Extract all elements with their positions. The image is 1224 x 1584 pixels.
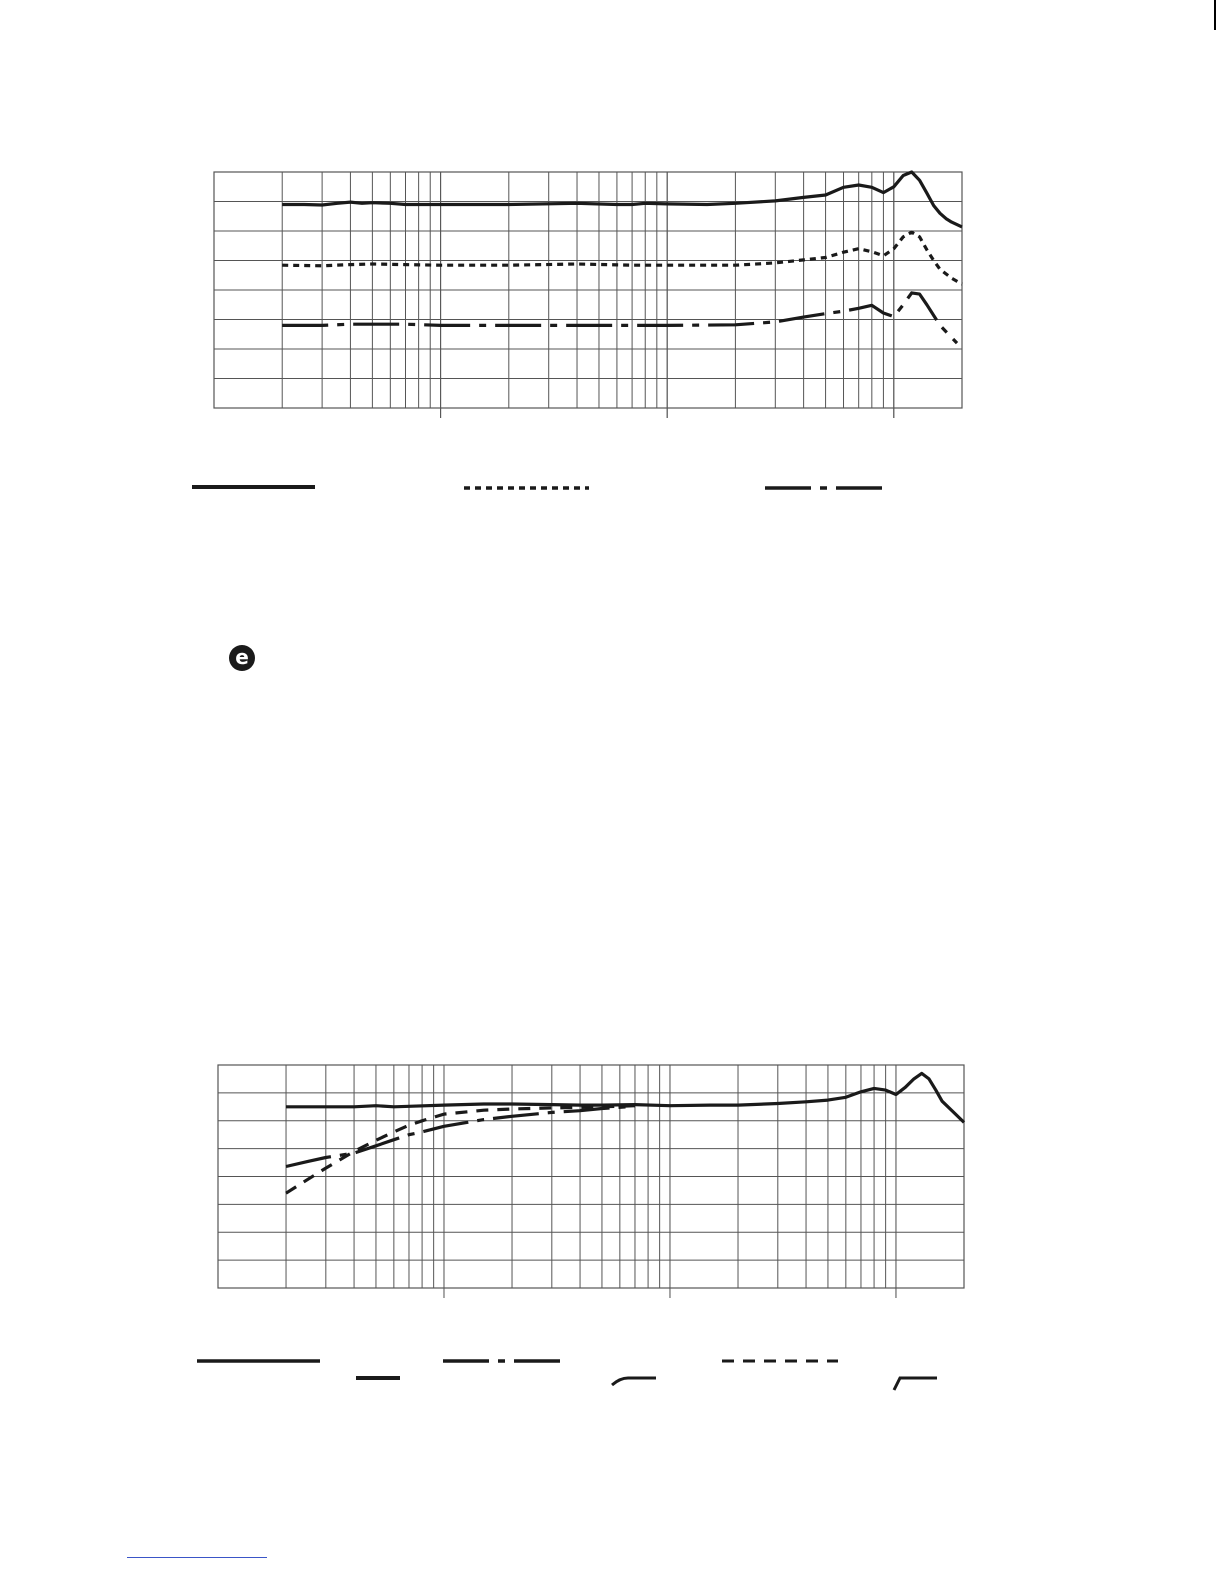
series-line-dash-dot — [286, 1106, 635, 1166]
frequency-response-chart-bottom — [0, 1055, 1224, 1300]
legend-bottom — [0, 1348, 1224, 1398]
series-line-solid — [286, 1073, 964, 1122]
footer-link-rule — [127, 1557, 267, 1558]
frequency-response-chart-top — [0, 160, 1224, 430]
edition-e-icon: e — [229, 645, 255, 671]
series-line-solid — [282, 172, 962, 227]
legend-top — [0, 470, 1224, 510]
legend-low-cut-filter-icon — [612, 1378, 656, 1385]
legend-steep-low-cut-filter-icon — [894, 1378, 937, 1390]
page-edge-rule — [1214, 0, 1216, 30]
series-line-dashed — [286, 1106, 635, 1194]
series-line-dotted — [282, 232, 962, 284]
series-line-dash-dot — [282, 293, 957, 343]
